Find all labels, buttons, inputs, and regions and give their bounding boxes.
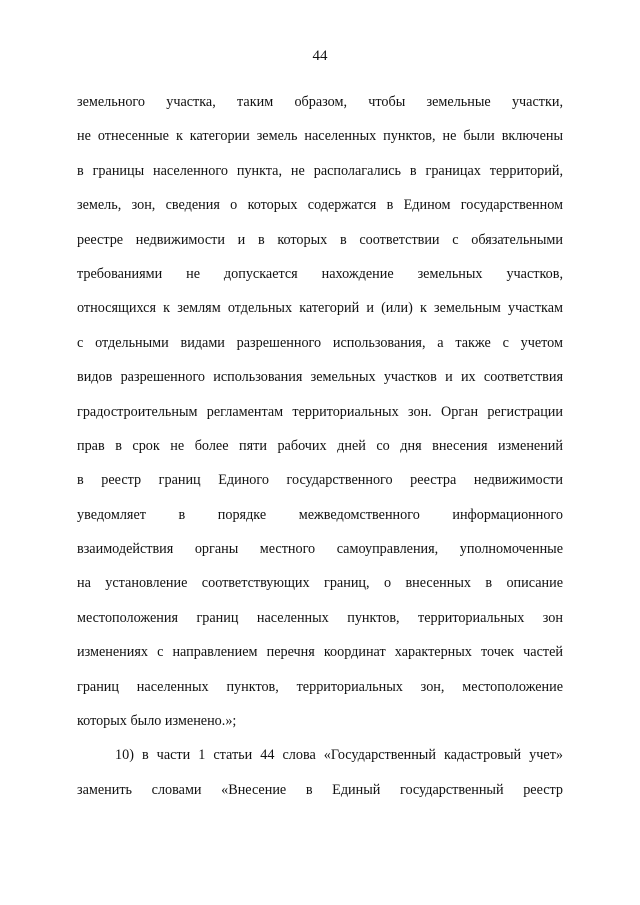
text-line: взаимодействия органы местного самоуправления, уполномоченные (77, 541, 563, 558)
text-line: границ населенных пунктов, территориальных зон, местоположение (77, 678, 563, 695)
text-line: видов разрешенного использования земельных участков и их соответствия (77, 369, 563, 386)
text-line: градостроительным регламентам территориальных зон. Орган регистрации (77, 403, 563, 420)
text-line: в реестр границ Единого государственного реестра недвижимости (77, 472, 563, 489)
text-line: прав в срок не более пяти рабочих дней со дня внесения изменений (77, 437, 563, 454)
text-line: земель, зон, сведения о которых содержатся в Едином государственном (77, 197, 563, 214)
text-line: в границы населенного пункта, не располагались в границах территорий, (77, 162, 563, 179)
paragraph-continuation (77, 92, 563, 745)
text-line: реестре недвижимости и в которых в соответствии с обязательными (77, 231, 563, 248)
paragraph-item-10 (77, 745, 563, 814)
text-line: земельного участка, таким образом, чтобы земельные участки, (77, 94, 563, 110)
page-number: 44 (312, 48, 328, 64)
text-line: с отдельными видами разрешенного использования, а также с учетом (77, 334, 563, 351)
text-line: не отнесенные к категории земель населенных пунктов, не были включены (77, 128, 563, 145)
text-line: уведомляет в порядке межведомственного информационного (77, 506, 563, 523)
text-line: изменениях с направлением перечня координат характерных точек частей (77, 644, 563, 661)
text-line: заменить словами «Внесение в Единый государственный реестр (77, 781, 563, 798)
text-line: требованиями не допускается нахождение земельных участков, (77, 265, 563, 282)
text-line: на установление соответствующих границ, о внесенных в описание (77, 575, 563, 592)
document-body (77, 92, 563, 814)
text-line: 10) в части 1 статьи 44 слова «Государственный кадастровый учет» (115, 747, 563, 764)
text-line: местоположения границ населенных пунктов, территориальных зон (77, 609, 563, 626)
text-line: которых было изменено.»; (77, 713, 237, 730)
text-line: относящихся к землям отдельных категорий и (или) к земельным участкам (77, 300, 563, 317)
